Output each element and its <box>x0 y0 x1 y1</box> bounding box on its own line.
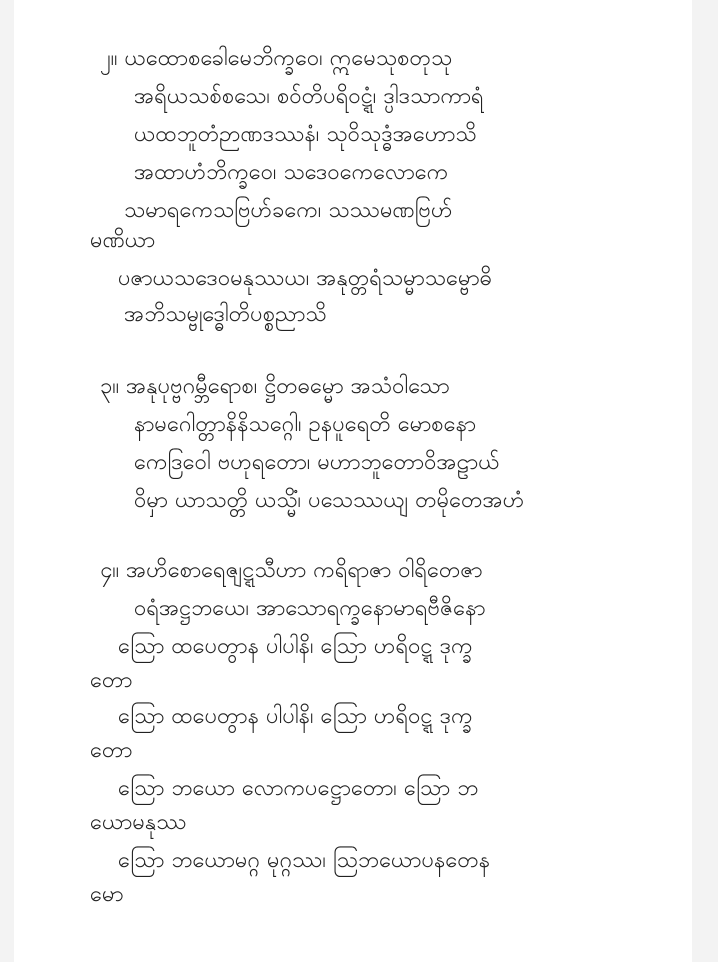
stanza-2-line-6: မဏိယာ <box>90 228 156 253</box>
stanza-4-line-9: သြော ဘယောမဂ္ဂ မုဂ္ဂဿ၊ သြဘယောပနတေန <box>118 848 491 873</box>
stanza-3-line-4: ဝိမှာ ယာသတ္တိ ယသ္မိံ၊ ပသေဿယျ တမိုတေအဟံ <box>134 488 525 513</box>
stanza-4-line-2: ဝရံအဋ္ဌဘယေ၊ အာသောရက္ခနောမာရဗီဇိနော <box>134 596 486 621</box>
stanza-2-line-3: ယထဘူတံဉာဏဒဿနံ၊ သုဝိသုဒ္ဓံအဟောသိ <box>134 122 477 147</box>
stanza-4-line-1: ၄။ အဟိစောရေဇျဋ္ဋသီဟာ ကရိရာဇာ ဝါရိတေဇာ <box>100 558 483 583</box>
stanza-2-line-2: အရိယသစ်စသေ၊ စဝ်တိပရိဝဋ္ဋံ၊ ဒ္ပါဒသာကာရံ <box>134 84 484 109</box>
stanza-4-line-4: တော <box>90 668 133 693</box>
stanza-2-line-1: ၂။ ယထောစခေါမေဘိက္ခဝေ၊ ဣမေသုစတုသု <box>100 46 453 71</box>
stanza-3-line-1: ၃။ အနုပုဗ္ဗဂမ္ဘီရောစ၊ ဋ္ဌိတဓမ္မော အသံဝါသော <box>100 374 450 399</box>
stanza-4-line-10: မော <box>90 882 124 907</box>
stanza-4-line-6: တော <box>90 738 133 763</box>
stanza-3-line-2: နာမဂေါတ္တာနိနိသဂ္ဂေါ၊ ဥနပူရေတိ မောစနော <box>134 412 477 437</box>
stanza-4-line-7: သြော ဘယော လောကပဋ္ဌောတော၊ သြော ဘ <box>118 776 479 801</box>
stanza-4-line-3: သြော ထပေတွာန ပါပါနိ၊ သြော ဟရိဝဋ္ဋ ဒုက္ခ <box>118 634 473 659</box>
stanza-2-line-8: အဘိသမ္ဗုဒ္ဓေါတိပစ္စညာသိ <box>124 302 327 327</box>
stanza-2-line-7: ပဇာယသဒေဝမနုဿယ၊ အနုတ္တရံသမ္မာသမ္ဗောဓိ <box>118 266 492 291</box>
document-page <box>14 0 692 962</box>
stanza-3-line-3: ကေဒြဝေါ ဗဟုရတော၊ မဟာဘူတောဝိအဠာယ် <box>134 450 500 475</box>
stanza-4-line-8: ယောမနုဿ <box>90 810 187 835</box>
stanza-4-line-5: သြော ထပေတွာန ပါပါနိ၊ သြော ဟရိဝဋ္ဋ ဒုက္ခ <box>118 704 473 729</box>
stanza-2-line-4: အထာဟံဘိက္ခဝေ၊ သဒေဝကေလောကေ <box>134 160 449 185</box>
stanza-2-line-5: သမာရကေသဗြဟ်ခကေ၊ သဿမဏဗြဟ် <box>124 198 453 223</box>
